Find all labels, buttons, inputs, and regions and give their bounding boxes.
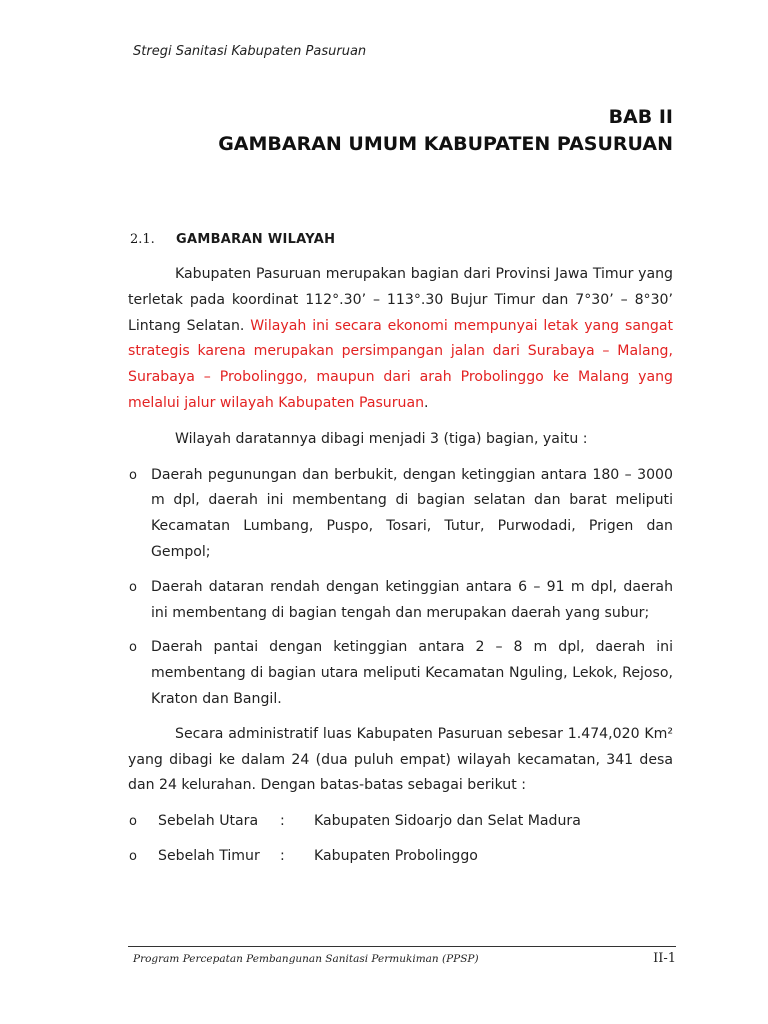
paragraph-location-text: Kabupaten Pasuruan merupakan bagian dari Provinsi Jawa Timur yang terletak pada koordinat 112°.30’ – 113°.30 Bujur Timur dan 7°30’ – 8°30’ Lintang Selatan.: [128, 266, 673, 334]
border-value: Kabupaten Probolinggo: [314, 847, 478, 864]
border-value: Kabupaten Sidoarjo dan Selat Madura: [314, 813, 581, 830]
list-item-text: Daerah pegunungan dan berbukit, dengan ketinggian antara 180 – 3000 m dpl, daerah ini membentang di bagian selatan dan barat meliputi Kecamatan Lumbang, Puspo, Tosari, Tutur, Purwodadi, Prigen dan Gempol;: [151, 466, 673, 560]
section-heading: [130, 232, 335, 247]
land-division-list: [128, 463, 673, 713]
border-separator: :: [280, 813, 285, 830]
list-item: [128, 463, 673, 566]
list-item-text: Daerah dataran rendah dengan ketinggian antara 6 – 91 m dpl, daerah ini membentang di bagian tengah dan merupakan daerah yang subur;: [151, 578, 673, 621]
border-direction: Sebelah Utara: [158, 813, 259, 830]
bullet-mark: o: [129, 579, 137, 595]
section-number: 2.1.: [130, 232, 155, 247]
chapter-title-block: [218, 104, 673, 158]
bullet-mark: o: [129, 467, 137, 483]
bullet-mark: o: [129, 640, 137, 656]
running-header: Stregi Sanitasi Kabupaten Pasuruan: [133, 44, 367, 59]
paragraph-land-division: Wilayah daratannya dibagi menjadi 3 (tiga) bagian, yaitu :: [175, 430, 588, 447]
chapter-label: BAB II: [608, 106, 673, 128]
section-title: GAMBARAN WILAYAH: [176, 232, 336, 247]
paragraph-location: [128, 262, 673, 417]
paragraph-administrative: Secara administratif luas Kabupaten Pasuruan sebesar 1.474,020 Km² yang dibagi ke dalam 24 (dua puluh empat) wilayah kecamatan, 341 desa dan 24 kelurahan. Dengan batas-batas sebagai berikut :: [128, 725, 673, 794]
bullet-mark: o: [129, 848, 137, 864]
paragraph-location-end: .: [424, 394, 429, 411]
paragraph-location-highlight: Wilayah ini secara ekonomi mempunyai letak yang sangat strategis karena merupakan persimpangan jalan dari Surabaya – Malang, Surabaya – Probolinggo, maupun dari arah Probolinggo ke Malang yang melalui jalur wilayah Kabupaten Pasuruan: [128, 317, 673, 411]
list-item: [128, 635, 673, 712]
list-item: [128, 575, 673, 627]
border-row: [128, 809, 673, 835]
body-text: [128, 262, 673, 879]
border-separator: :: [280, 847, 285, 864]
borders-list: [128, 809, 673, 870]
chapter-title: GAMBARAN UMUM KABUPATEN PASURUAN: [218, 133, 673, 155]
bullet-mark: o: [129, 814, 137, 830]
page-number: II-1: [653, 951, 676, 966]
running-footer: Program Percepatan Pembangunan Sanitasi Permukiman (PPSP): [133, 953, 479, 965]
border-row: [128, 844, 673, 870]
border-direction: Sebelah Timur: [158, 847, 260, 864]
list-item-text: Daerah pantai dengan ketinggian antara 2 – 8 m dpl, daerah ini membentang di bagian utara meliputi Kecamatan Nguling, Lekok, Rejoso, Kraton dan Bangil.: [151, 639, 673, 707]
footer-divider: [128, 946, 676, 947]
